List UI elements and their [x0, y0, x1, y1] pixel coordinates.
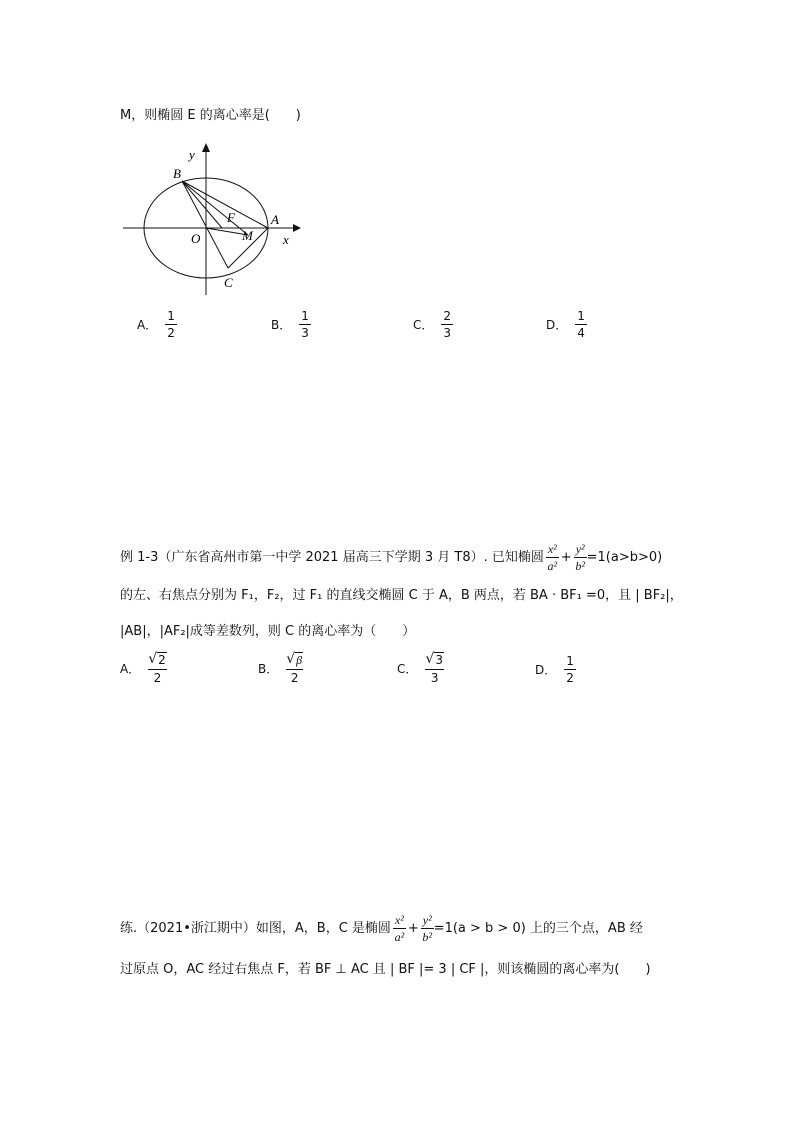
q3-line-2: 过原点 O，AC 经过右焦点 F，若 BF ⊥ AC 且 | BF |= 3 | CF |，则该椭圆的离心率为( ): [120, 962, 651, 977]
fraction-x: $\frac{\text{x²}}{\text{a²}}$: [547, 542, 558, 573]
fraction: √ 3 3: [425, 651, 443, 685]
option-letter: D．: [546, 318, 568, 332]
label-y: y: [189, 147, 195, 162]
option-letter: C．: [397, 661, 418, 676]
q3-suffix: =1(a > b > 0) 上的三个点，AB 经: [433, 920, 643, 936]
q2-line-2: 的左、右焦点分别为 F₁，F₂，过 F₁ 的直线交椭圆 C 于 A，B 两点，若 BA · BF₁ =0，且 | BF₂|，: [120, 588, 683, 603]
fraction-y: $\frac{\text{y²}}{\text{b²}}$: [575, 542, 585, 573]
fraction: $\frac{1}{3}$: [301, 309, 309, 340]
q2-line-1: [120, 543, 662, 572]
fraction: √ β 2: [286, 651, 303, 685]
label-M: M: [242, 228, 253, 243]
option-letter: C．: [413, 318, 434, 332]
plus-sign: +: [407, 920, 419, 936]
q1-option-d[interactable]: [546, 310, 587, 339]
q2-line-3: |AB|，|AF₂|成等差数列，则 C 的离心率为（ ）: [120, 624, 416, 639]
q3-line-1: [120, 914, 643, 943]
label-O: O: [191, 231, 201, 246]
label-B: B: [173, 166, 181, 181]
ellipse-figure: [115, 140, 315, 305]
plus-sign: +: [560, 549, 572, 565]
q1-option-b[interactable]: [271, 310, 311, 339]
option-letter: D．: [535, 663, 557, 677]
segment-BF: [182, 181, 222, 228]
q1-option-a[interactable]: [137, 310, 177, 339]
label-A: A: [271, 212, 279, 227]
q1-tail-text: M，则椭圆 E 的离心率是( ): [120, 108, 301, 123]
fraction-y: $\frac{\text{y²}}{\text{b²}}$: [422, 913, 433, 944]
q2-option-b[interactable]: [258, 652, 303, 684]
fraction-x: $\frac{\text{x²}}{\text{a²}}$: [394, 913, 405, 944]
q2-option-a[interactable]: [120, 652, 167, 684]
q2-eq-tail: =1(a>b>0): [586, 549, 663, 565]
option-letter: A．: [137, 318, 158, 332]
option-letter: A．: [120, 661, 141, 676]
label-C: C: [224, 275, 233, 290]
fraction: $\frac{1}{4}$: [577, 309, 585, 340]
q1-option-c[interactable]: [413, 310, 453, 339]
segment-BM: [182, 181, 248, 235]
q2-prefix: 例 1-3（广东省高州市第一中学 2021 届高三下学期 3 月 T8）. 已知椭圆: [120, 549, 544, 565]
label-x: x: [283, 232, 289, 247]
fraction: $\frac{2}{3}$: [443, 309, 452, 340]
label-F: F: [227, 210, 235, 225]
q2-option-d[interactable]: [535, 655, 576, 684]
fraction: $\frac{1}{2}$: [566, 654, 574, 685]
option-letter: B．: [258, 661, 279, 676]
q3-prefix: 练.（2021•浙江期中）如图，A，B，C 是椭圆: [120, 920, 391, 936]
fraction: $\frac{1}{2}$: [167, 309, 175, 340]
x-axis-arrow-icon: [293, 224, 301, 232]
y-axis-arrow-icon: [202, 143, 210, 152]
option-letter: B．: [271, 318, 292, 332]
fraction: √ 2 2: [148, 651, 166, 685]
q2-option-c[interactable]: [397, 652, 444, 684]
